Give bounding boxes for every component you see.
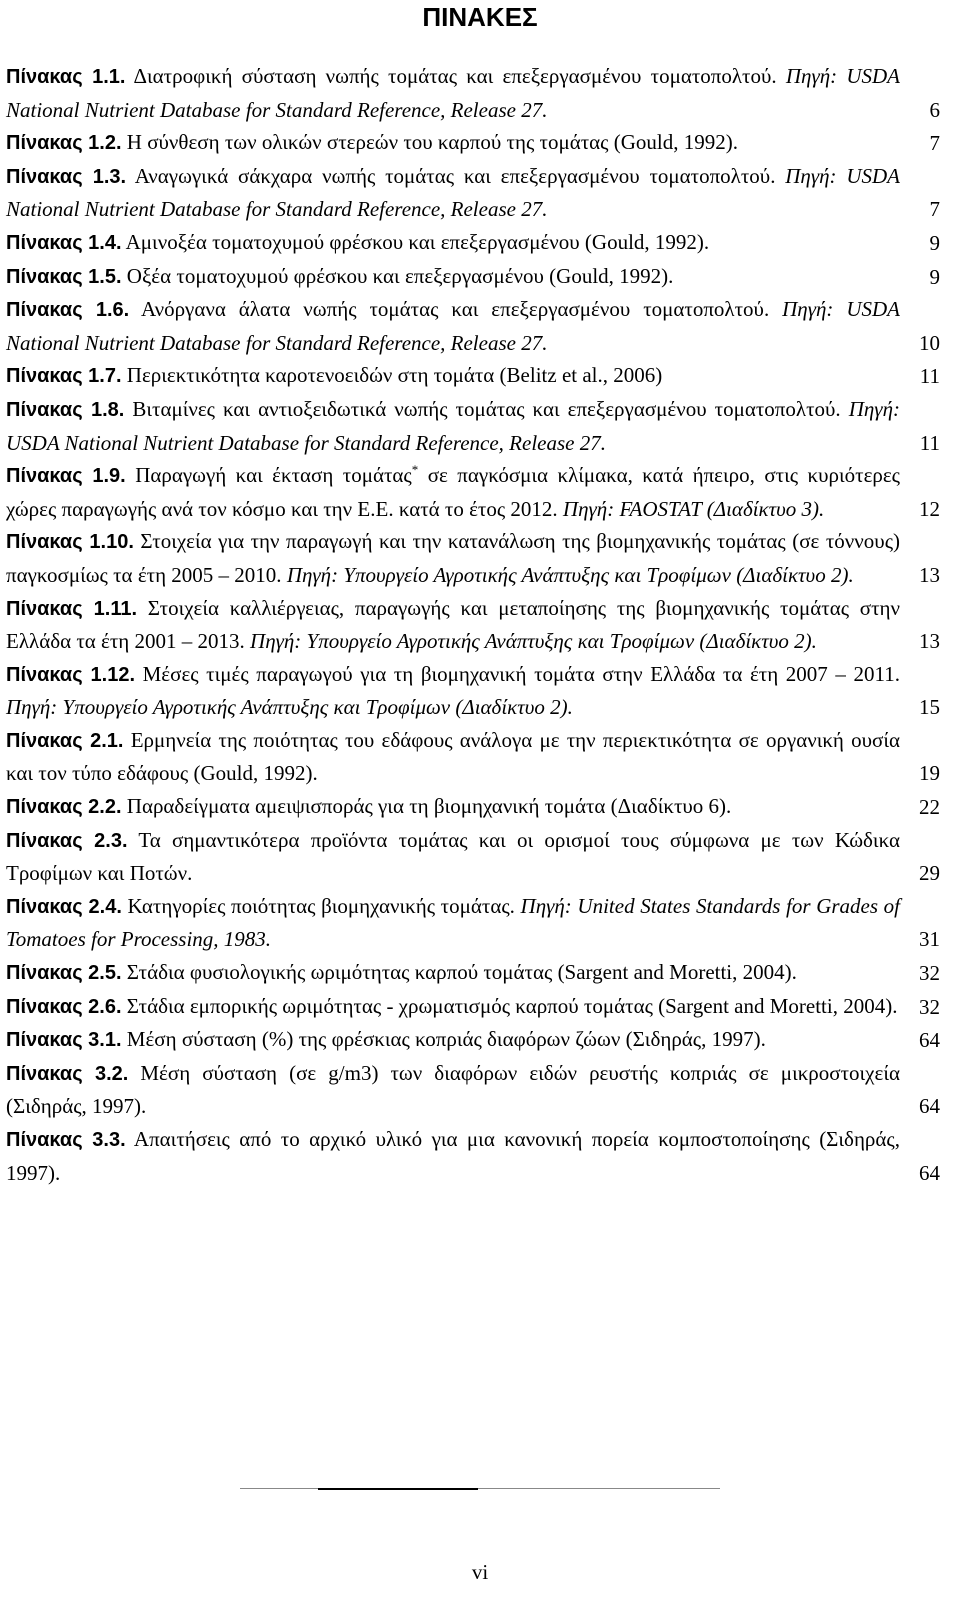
- table-caption: Παραδείγματα αμειψισποράς για τη βιομηχανική τομάτα (Διαδίκτυο 6).: [121, 794, 732, 819]
- table-label: Πίνακας 2.2.: [6, 796, 122, 819]
- table-source: Πηγή: Υπουργείο Αγροτικής Ανάπτυξης και Τροφίμων (Διαδίκτυο 2).: [250, 629, 817, 654]
- page-reference: 64: [919, 1028, 940, 1053]
- table-label: Πίνακας 1.7.: [6, 365, 122, 388]
- table-source: Πηγή: FAOSTAT (Διαδίκτυο 3).: [562, 496, 825, 521]
- table-caption: Παραγωγή και έκταση τομάτας: [125, 463, 412, 488]
- table-label: Πίνακας 3.1.: [6, 1029, 122, 1052]
- list-item: [6, 592, 940, 658]
- page-reference: 13: [919, 629, 940, 654]
- table-label: Πίνακας 1.1.: [6, 66, 126, 88]
- list-item: [6, 260, 940, 294]
- table-caption: Κατηγορίες ποιότητας βιομηχανικής τομάτας.: [121, 893, 521, 918]
- footnote-marker: *: [411, 462, 419, 478]
- page-reference: 10: [919, 330, 940, 355]
- table-caption: Απαιτήσεις από το αρχικό υλικό για μια κανονική πορεία κομποστοποίησης (Σιδηράς, 1997).: [6, 1127, 900, 1185]
- table-source: Πηγή: United States Standards for Grades of Tomatoes for Processing, 1983.: [6, 893, 900, 952]
- page-reference: 22: [919, 795, 940, 820]
- table-caption: Στοιχεία για την παραγωγή και την κατανάλωση της βιομηχανικής τομάτας (σε τόννους) παγκοσμίως τα έτη 2005 – 2010.: [6, 529, 901, 587]
- page-reference: 31: [919, 927, 940, 952]
- table-label: Πίνακας 3.2.: [6, 1062, 129, 1085]
- table-label: Πίνακας 2.4.: [6, 895, 122, 918]
- page-reference: 9: [929, 264, 940, 289]
- table-label: Πίνακας 1.11.: [6, 597, 138, 620]
- table-label: Πίνακας 2.5.: [6, 962, 122, 985]
- list-item: [6, 1057, 940, 1123]
- list-item: [6, 1023, 940, 1057]
- page-reference: 64: [919, 1160, 940, 1185]
- page-reference: 11: [919, 430, 940, 455]
- table-label: Πίνακας 1.3.: [6, 165, 127, 188]
- table-caption: Μέση σύσταση (%) της φρέσκιας κοπριάς διαφόρων ζώων (Σιδηράς, 1997).: [121, 1027, 766, 1052]
- page-reference: 13: [919, 562, 940, 587]
- table-caption: Διατροφική σύσταση νωπής τομάτας και επεξεργασμένου τοματοπολτού.: [125, 64, 786, 88]
- table-label: Πίνακας 1.2.: [6, 132, 122, 155]
- list-item: [6, 990, 940, 1024]
- table-label: Πίνακας 2.1.: [6, 729, 124, 752]
- table-caption: Τα σημαντικότερα προϊόντα τομάτας και οι ορισμοί τους σύμφωνα με των Κώδικα Τροφίμων και Ποτών.: [6, 827, 900, 886]
- table-caption: Στοιχεία καλλιέργειας, παραγωγής και μεταποίησης της βιομηχανικής τομάτας στην Ελλάδα τα έτη 2001 – 2013.: [6, 595, 900, 654]
- table-label: Πίνακας 1.8.: [6, 398, 125, 421]
- page-reference: 6: [929, 97, 940, 122]
- table-source: Πηγή: USDA National Nutrient Database for Standard Reference, Release 27.: [6, 163, 900, 222]
- table-label: Πίνακας 2.3.: [6, 829, 128, 852]
- table-caption: Μέση σύσταση (σε g/m3) των διαφόρων ειδών ρευστής κοπριάς σε μικροστοιχεία (Σιδηράς, 1997).: [6, 1060, 900, 1119]
- page-reference: 15: [919, 695, 940, 720]
- table-label: Πίνακας 1.12.: [6, 663, 136, 686]
- page-title: ΠΙΝΑΚΕΣ: [422, 2, 538, 32]
- table-caption: Στάδια εμπορικής ωριμότητας - χρωματισμός καρπού τομάτας (Sargent and Moretti, 2004).: [121, 993, 898, 1018]
- list-item: [6, 824, 940, 890]
- list-item: [6, 393, 940, 459]
- list-item: [6, 226, 940, 260]
- list-item: [6, 525, 940, 591]
- list-item: [6, 60, 940, 126]
- list-item: [6, 956, 940, 990]
- page-reference: 32: [919, 994, 940, 1019]
- page-reference: 29: [919, 861, 940, 886]
- table-caption: Περιεκτικότητα καροτενοειδών στη τομάτα (Belitz et al., 2006): [121, 363, 663, 388]
- page-reference: 7: [929, 131, 940, 156]
- table-label: Πίνακας 1.5.: [6, 265, 122, 288]
- page-reference: 32: [919, 961, 940, 986]
- footer-rule: [240, 1488, 720, 1489]
- table-caption: Αμινοξέα τοματοχυμού φρέσκου και επεξεργασμένου (Gould, 1992).: [121, 229, 710, 254]
- list-item: [6, 790, 940, 824]
- list-item: [6, 1123, 940, 1189]
- table-label: Πίνακας 1.9.: [6, 465, 126, 488]
- table-source: Πηγή: Υπουργείο Αγροτικής Ανάπτυξης και Τροφίμων (Διαδίκτυο 2).: [6, 695, 573, 720]
- list-item: [6, 658, 940, 724]
- table-caption: Στάδια φυσιολογικής ωριμότητας καρπού τομάτας (Sargent and Moretti, 2004).: [121, 960, 797, 985]
- list-item: [6, 293, 940, 359]
- table-label: Πίνακας 3.3.: [6, 1129, 126, 1151]
- page-reference: 11: [919, 364, 940, 389]
- table-caption-continued: σε παγκόσμια κλίμακα, κατά ήπειρο, στις κυριότερες χώρες παραγωγής ανά τον κόσμο και την Ε.Ε. κατά το έτος 2012.: [6, 463, 900, 521]
- page-reference: 64: [919, 1094, 940, 1119]
- list-item: [6, 126, 940, 160]
- page-reference: 7: [929, 197, 940, 222]
- table-source: Πηγή: Υπουργείο Αγροτικής Ανάπτυξης και Τροφίμων (Διαδίκτυο 2).: [286, 562, 854, 587]
- table-label: Πίνακας 1.10.: [6, 531, 134, 554]
- page-number: vi: [471, 1560, 489, 1584]
- table-caption: Οξέα τοματοχυμού φρέσκου και επεξεργασμένου (Gould, 1992).: [121, 263, 674, 288]
- table-caption: Βιταμίνες και αντιοξειδωτικά νωπής τομάτας και επεξεργασμένου τοματοπολτού.: [124, 396, 849, 421]
- table-label: Πίνακας 2.6.: [6, 995, 122, 1018]
- list-item: [6, 359, 940, 393]
- table-caption: Ερμηνεία της ποιότητας του εδάφους ανάλογα με την περιεκτικότητα σε οργανική ουσία και τον τύπο εδάφους (Gould, 1992).: [6, 727, 900, 786]
- table-label: Πίνακας 1.4.: [6, 231, 122, 254]
- list-item: [6, 890, 940, 956]
- table-of-tables-list: [6, 60, 940, 1189]
- footer-rule-accent: [318, 1488, 478, 1490]
- table-caption: Ανόργανα άλατα νωπής τομάτας και επεξεργασμένου τοματοπολτού.: [129, 297, 783, 322]
- table-caption: Η σύνθεση των ολικών στερεών του καρπού της τομάτας (Gould, 1992).: [121, 130, 738, 155]
- table-caption: Μέσες τιμές παραγωγού για τη βιομηχανική τομάτα στην Ελλάδα τα έτη 2007 – 2011.: [135, 661, 901, 686]
- list-item: [6, 459, 940, 525]
- page-reference: 12: [919, 496, 940, 521]
- page-reference: 9: [929, 230, 940, 255]
- list-item: [6, 724, 940, 790]
- table-label: Πίνακας 1.6.: [6, 299, 130, 322]
- table-source: Πηγή: USDA National Nutrient Database for Standard Reference, Release 27.: [6, 297, 900, 355]
- list-item: [6, 160, 940, 226]
- page-reference: 19: [919, 761, 940, 786]
- table-caption: Αναγωγικά σάκχαρα νωπής τομάτας και επεξεργασμένου τοματοπολτού.: [126, 163, 786, 188]
- table-source: Πηγή: USDA National Nutrient Database for Standard Reference, Release 27.: [6, 396, 900, 455]
- table-source: Πηγή: USDA National Nutrient Database for Standard Reference, Release 27.: [6, 64, 900, 122]
